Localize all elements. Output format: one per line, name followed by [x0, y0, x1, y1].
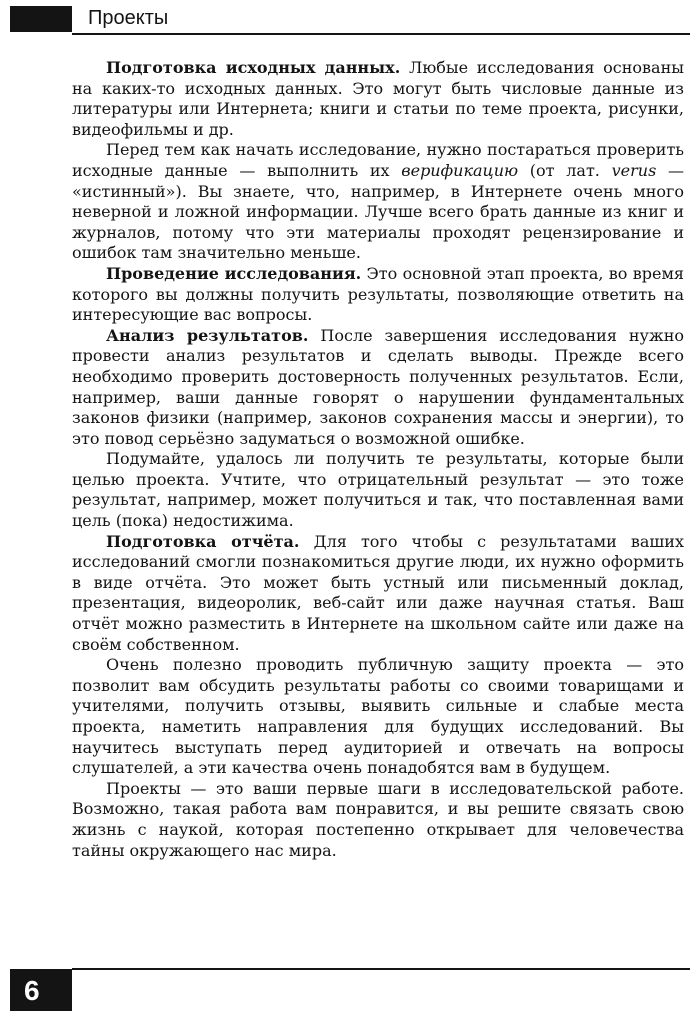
- header-rule: [72, 33, 690, 35]
- section-lead: Проведение исследования.: [106, 263, 362, 283]
- paragraph-text: После завершения исследования нужно провести анализ результатов и сделать выводы. Прежде всего необходимо проверить достоверность полученных результатов. Если, например, ваши данные говорят о нарушении фундаментальных законов физики (например, законов сохранения массы и энергии), то это повод серьёзно задуматься о возможной ошибке.: [72, 325, 684, 448]
- paragraph-report: [72, 532, 684, 656]
- footer-rule: [72, 968, 690, 970]
- header-bar: [10, 6, 72, 32]
- body-text: [72, 58, 684, 861]
- paragraph-text: Перед тем как начать исследование, нужно постараться проверить исходные данные — выполнить их: [72, 140, 684, 180]
- paragraph-analysis: [72, 326, 684, 450]
- italic-term: verus: [611, 160, 657, 180]
- page-number: 6: [24, 975, 40, 1006]
- paragraph-source-data: [72, 58, 684, 140]
- italic-term: верификацию: [401, 160, 519, 180]
- section-lead: Подготовка исходных данных.: [106, 58, 401, 77]
- page-header-title: Проекты: [88, 7, 169, 29]
- paragraph-text: (от лат.: [518, 160, 612, 180]
- paragraph-conclusion: Проекты — это ваши первые шаги в исследовательской работе. Возможно, такая работа вам понравится, и вы решите связать свою жизнь с наукой, которая постепенно открывает для человечества тайны окружающего нас мира.: [72, 778, 684, 860]
- paragraph-text: Это основной этап проекта, во время которого вы должны получить результаты, позволяющие ответить на интересующие вас вопросы.: [72, 263, 684, 325]
- paragraph-text: Для того чтобы с результатами ваших исследований смогли познакомиться другие люди, их нужно оформить в виде отчёта. Это может быть устный или письменный доклад, презентация, видеоролик, веб-сайт или даже научная статья. Ваш отчёт можно разместить в Интернете на школьном сайте или даже на своём собственном.: [72, 531, 684, 654]
- paragraph-goal-check: Подумайте, удалось ли получить те результаты, которые были целью проекта. Учтите, что отрицательный результат — это тоже результат, например, может получиться и так, что поставленная вами цель (пока) недостижима.: [72, 449, 684, 531]
- paragraph-research: [72, 264, 684, 326]
- section-lead: Анализ результатов.: [106, 325, 309, 345]
- paragraph-public-defense: Очень полезно проводить публичную защиту проекта — это позволит вам обсудить результаты работы со своими товарищами и учителями, получить отзывы, выявить сильные и слабые места проекта, наметить направления для будущих исследований. Вы научитесь выступать перед аудиторией и отвечать на вопросы слушателей, а эти качества очень понадобятся вам в будущем.: [72, 655, 684, 778]
- paragraph-text: — «истинный»). Вы знаете, что, например, в Интернете очень много неверной и ложной информации. Лучше всего брать данные из книг и журналов, потому что эти материалы проходят рецензирование и ошибок там значительно меньше.: [72, 160, 684, 263]
- paragraph-verification: [72, 140, 684, 264]
- section-lead: Подготовка отчёта.: [106, 531, 300, 551]
- paragraph-text: Любые исследования основаны на каких-то исходных данных. Это могут быть числовые данные из литературы или Интернета; книги и статьи по теме проекта, рисунки, видеофильмы и др.: [72, 58, 684, 139]
